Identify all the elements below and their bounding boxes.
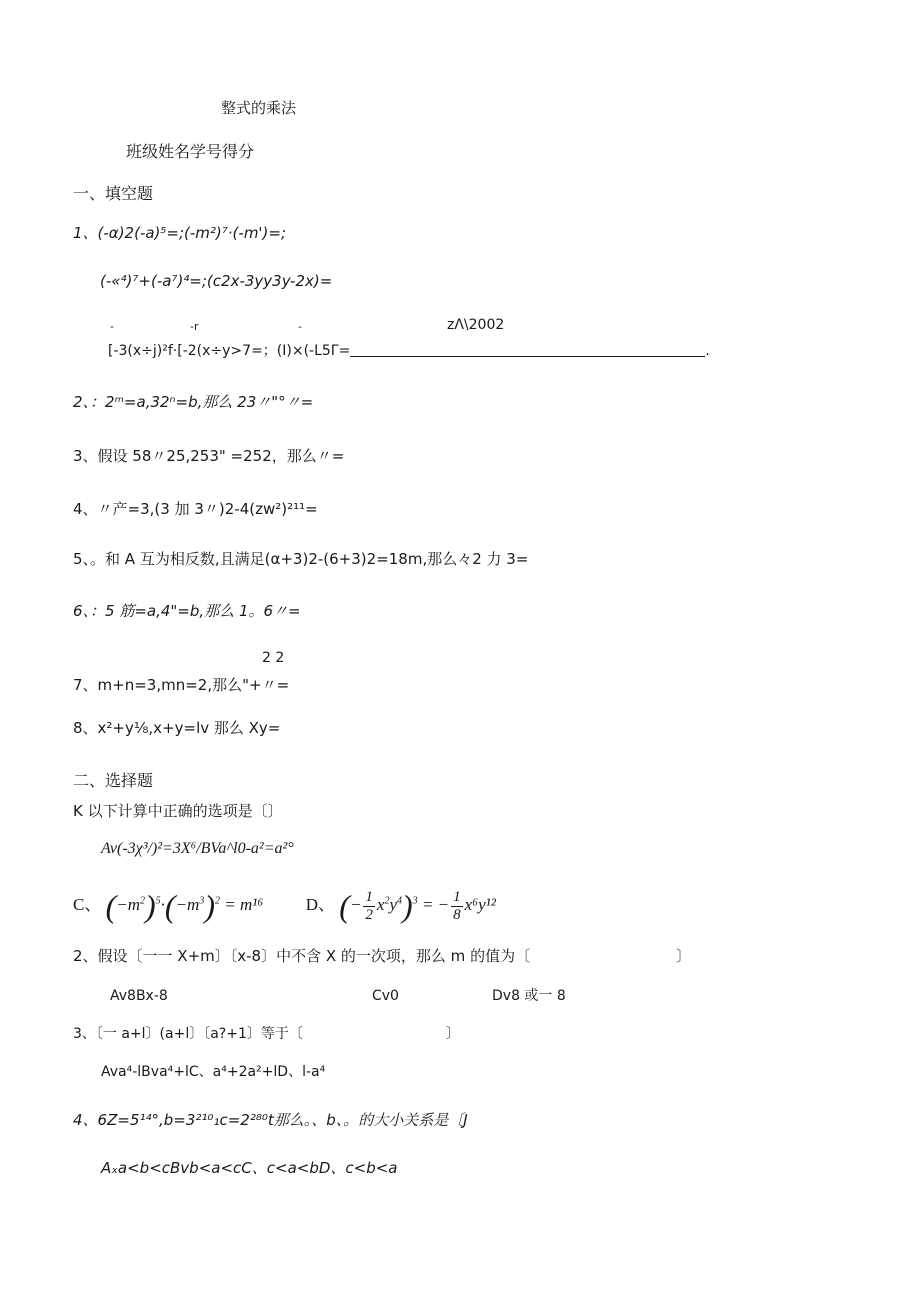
option-d-expression: (− $\frac{1}{2}$ $x^2y^4)^3$ = − $\frac{1}{8}$ x⁶y¹² xyxy=(339,888,496,925)
choice-question-1-options-ab: Av(-3χ³/)²=3X⁶/BVa^l0-a²=a²° xyxy=(101,840,294,857)
choice-question-4-options: Aₓa<b<cBvb<a<cC、c<a<bD、c<b<a xyxy=(101,1159,398,1177)
question-1c-mark-1: - xyxy=(110,320,114,333)
question-1c-mark-3: - xyxy=(298,320,302,333)
choice-question-2-option-d: Dv8 或一 8 xyxy=(492,988,566,1004)
question-1c-top-right: zΛ\2002 xyxy=(447,317,505,333)
question-1c-text: [-3(x÷j)²f·[-2(x÷y>7=；(I)×(-L5Γ= xyxy=(108,343,351,359)
section1-heading: 一、填空题 xyxy=(73,184,154,203)
choice-question-1-options-cd xyxy=(73,885,496,925)
question-1b: (-«⁴)⁷+(-a⁷)⁴=;(c2x-3yy3y-2x)= xyxy=(100,272,333,290)
answer-blank xyxy=(350,356,705,357)
student-info-line: 班级姓名学号得分 xyxy=(126,142,255,161)
choice-question-2-option-c: Cv0 xyxy=(372,988,399,1004)
option-d-label: D、 xyxy=(305,895,336,914)
section2-heading: 二、选择题 xyxy=(73,771,154,790)
fraction-one-half: $\frac{1}{2}$ xyxy=(365,888,373,923)
choice-question-3: 3、〔一 a+l〕(a+l〕〔a?+1〕等于〔 xyxy=(73,1026,303,1042)
question-6: 6、：5 筋=a,4"=b,那么 1。6〃= xyxy=(73,602,301,620)
choice-question-4: 4、6Z=5¹⁴°,b=3²¹⁰₁c=2²⁸⁰t那么。、b、。的大小关系是〔J xyxy=(73,1111,468,1129)
option-d-result: x⁶y¹² xyxy=(464,895,496,914)
choice-question-2-options-ab: Av8Bx-8 xyxy=(110,988,168,1004)
option-c-result: m¹⁶ xyxy=(239,895,264,914)
question-1c-end: . xyxy=(705,343,710,359)
choice-question-3-options: Ava⁴-lBva⁴+lC、a⁴+2a²+lD、l-a⁴ xyxy=(101,1064,326,1080)
question-1c-mark-2: -r xyxy=(190,320,199,333)
choice-question-1: K 以下计算中正确的选项是〔〕 xyxy=(73,802,283,820)
question-4: 4、〃产=3,(3 加 3〃)2-4(zw²)²¹¹= xyxy=(73,500,318,518)
fraction-one-eighth: $\frac{1}{8}$ xyxy=(453,888,461,923)
question-3: 3、假设 58〃25,253" =252，那么〃= xyxy=(73,447,345,465)
choice-question-2-close: 〕 xyxy=(676,947,692,965)
question-1a: 1、(-α)2(-a)⁵=;(-m²)⁷·(-m')=; xyxy=(73,224,287,242)
option-c-label: C、 xyxy=(73,895,102,914)
question-7: 7、m+n=3,mn=2,那么"+〃= xyxy=(73,676,290,694)
choice-question-2: 2、假设〔一一 X+m〕〔x-8〕中不含 X 的一次项，那么 m 的值为〔 xyxy=(73,947,531,965)
question-7-exponents: 2 2 xyxy=(262,650,285,666)
question-1c xyxy=(108,341,710,361)
option-c-expression: $(-m^2)^5\cdot(-m^3)^2 = m^{16}$ xyxy=(105,888,264,925)
question-2: 2、：2ᵐ=a,32ⁿ=b,那么 23〃"°〃= xyxy=(73,393,314,411)
question-8: 8、x²+y⅛,x+y=lv 那么 Xy= xyxy=(73,719,281,737)
page-title: 整式的乘法 xyxy=(221,99,297,117)
question-5: 5、。和 A 互为相反数,且满足(α+3)2-(6+3)2=18m,那么々2 力 3= xyxy=(73,550,529,568)
choice-question-3-close: 〕 xyxy=(446,1026,460,1042)
